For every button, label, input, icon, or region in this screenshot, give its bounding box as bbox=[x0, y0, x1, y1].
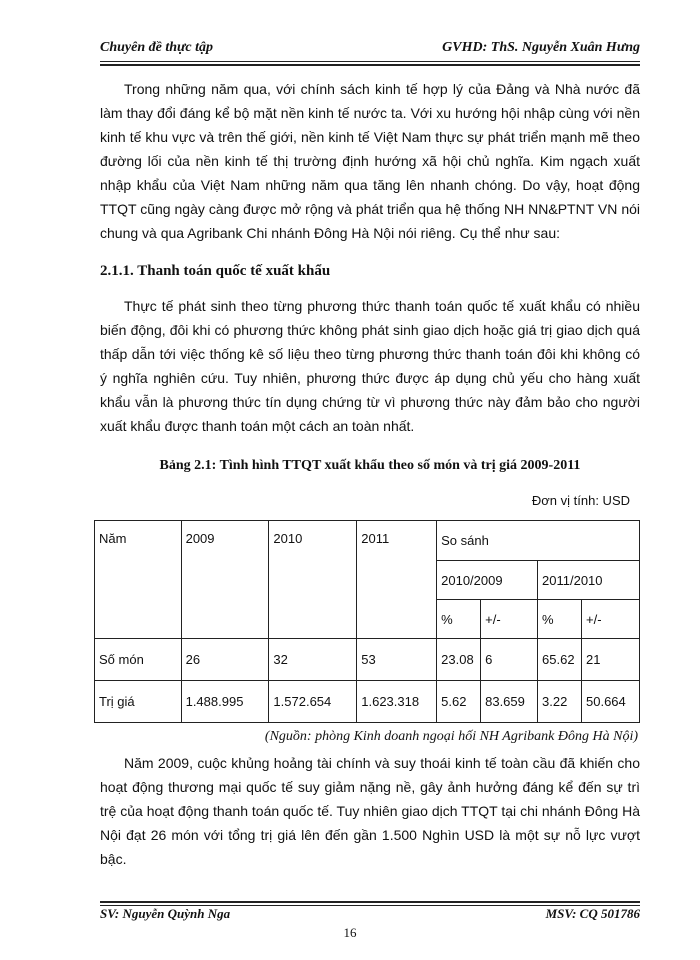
header-cell-diff: +/- bbox=[582, 600, 640, 639]
table-cell: 6 bbox=[481, 639, 538, 681]
table-cell: 1.488.995 bbox=[181, 681, 269, 723]
header-cell-pct: % bbox=[437, 600, 481, 639]
header-cell-2011-2010: 2011/2010 bbox=[538, 561, 640, 600]
table-cell: 5.62 bbox=[437, 681, 481, 723]
table-row bbox=[95, 681, 640, 723]
page-header bbox=[100, 40, 640, 60]
footer-rule-thick bbox=[100, 901, 640, 903]
header-cell-2010: 2010 bbox=[269, 521, 357, 639]
closing-paragraph: Năm 2009, cuộc khủng hoảng tài chính và suy thoái kinh tế toàn cầu đã khiến cho hoạt động thương mại quốc tế suy giảm nặng nề, gây ảnh hưởng đáng kể đến sự trì trệ của hoạt động thanh toán quốc tế. Tuy nhiên giao dịch TTQT tại chi nhánh Đông Hà Nội đạt 26 món với tổng trị giá lên đến gần 1.500 Nghìn USD là một sự nỗ lực vượt bậc. bbox=[100, 755, 640, 867]
table-row bbox=[95, 639, 640, 681]
intro-paragraph: Trong những năm qua, với chính sách kinh tế hợp lý của Đảng và Nhà nước đã làm thay đổi đáng kể bộ mặt nền kinh tế nước ta. Với xu hướng hội nhập cùng với nền kinh tế khu vực và trên thế giới, nền kinh tế Việt Nam thực sự phát triển mạnh mẽ theo đường lối của nền kinh tế thị trường định hướng xã hội chủ nghĩa. Kim ngạch xuất nhập khẩu của Việt Nam những năm qua tăng lên nhanh chóng. Do vậy, hoạt động TTQT cũng ngày càng được mở rộng và phát triển qua hệ thống NH NN&PTNT VN nói chung và qua Agribank Chi nhánh Đông Hà Nội nói riêng. Cụ thể như sau: bbox=[100, 81, 640, 241]
table-cell: 65.62 bbox=[538, 639, 582, 681]
table-cell: 3.22 bbox=[538, 681, 582, 723]
header-cell-so-sanh: So sánh bbox=[437, 521, 640, 561]
table-source: (Nguồn: phòng Kinh doanh ngoại hối NH Agribank Đông Hà Nội) bbox=[264, 729, 638, 744]
header-cell-2010-2009: 2010/2009 bbox=[437, 561, 538, 600]
header-rule bbox=[100, 61, 640, 62]
table-cell: 23.08 bbox=[437, 639, 481, 681]
table-cell: 21 bbox=[582, 639, 640, 681]
header-cell-nam: Năm bbox=[95, 521, 182, 639]
header-right: GVHD: ThS. Nguyễn Xuân Hưng bbox=[442, 40, 640, 55]
header-cell-2011: 2011 bbox=[357, 521, 437, 639]
table-cell: 1.623.318 bbox=[357, 681, 437, 723]
body-paragraph: Thực tế phát sinh theo từng phương thức thanh toán quốc tế xuất khẩu có nhiều biến động, đôi khi có phương thức không phát sinh giao dịch hoặc giá trị giao dịch quá thấp dẫn tới việc thống kê số liệu theo từng phương thức thanh toán đôi khi không có ý nghĩa nghiên cứu. Tuy nhiên, phương thức được áp dụng chủ yếu cho hàng xuất khẩu vẫn là phương thức tín dụng chứng từ vì phương thức này đảm bảo cho người xuất khẩu được thanh toán một cách an toàn nhất. bbox=[100, 298, 640, 434]
header-left: Chuyên đề thực tập bbox=[100, 40, 214, 55]
section-heading: 2.1.1. Thanh toán quốc tế xuất khẩu bbox=[100, 263, 331, 279]
table-cell: 83.659 bbox=[481, 681, 538, 723]
header-cell-pct: % bbox=[538, 600, 582, 639]
table-cell: 1.572.654 bbox=[269, 681, 357, 723]
table-unit: Đơn vị tính: USD bbox=[531, 493, 630, 508]
table-cell: 26 bbox=[181, 639, 269, 681]
header-cell-diff: +/- bbox=[481, 600, 538, 639]
header-cell-2009: 2009 bbox=[181, 521, 269, 639]
header-rule-thick bbox=[100, 64, 640, 66]
footer-student: SV: Nguyễn Quỳnh Nga bbox=[100, 906, 231, 921]
footer-student-id: MSV: CQ 501786 bbox=[545, 906, 640, 921]
table-cell: 50.664 bbox=[582, 681, 640, 723]
table-cell: 53 bbox=[357, 639, 437, 681]
table-cell: 32 bbox=[269, 639, 357, 681]
page-footer bbox=[100, 906, 640, 926]
table-cell: Trị giá bbox=[95, 681, 182, 723]
table-cell: Số món bbox=[95, 639, 182, 681]
table-caption: Bảng 2.1: Tình hình TTQT xuất khẩu theo số món và trị giá 2009-2011 bbox=[159, 458, 581, 473]
export-payment-table bbox=[94, 520, 640, 723]
page-number: 16 bbox=[343, 925, 357, 940]
